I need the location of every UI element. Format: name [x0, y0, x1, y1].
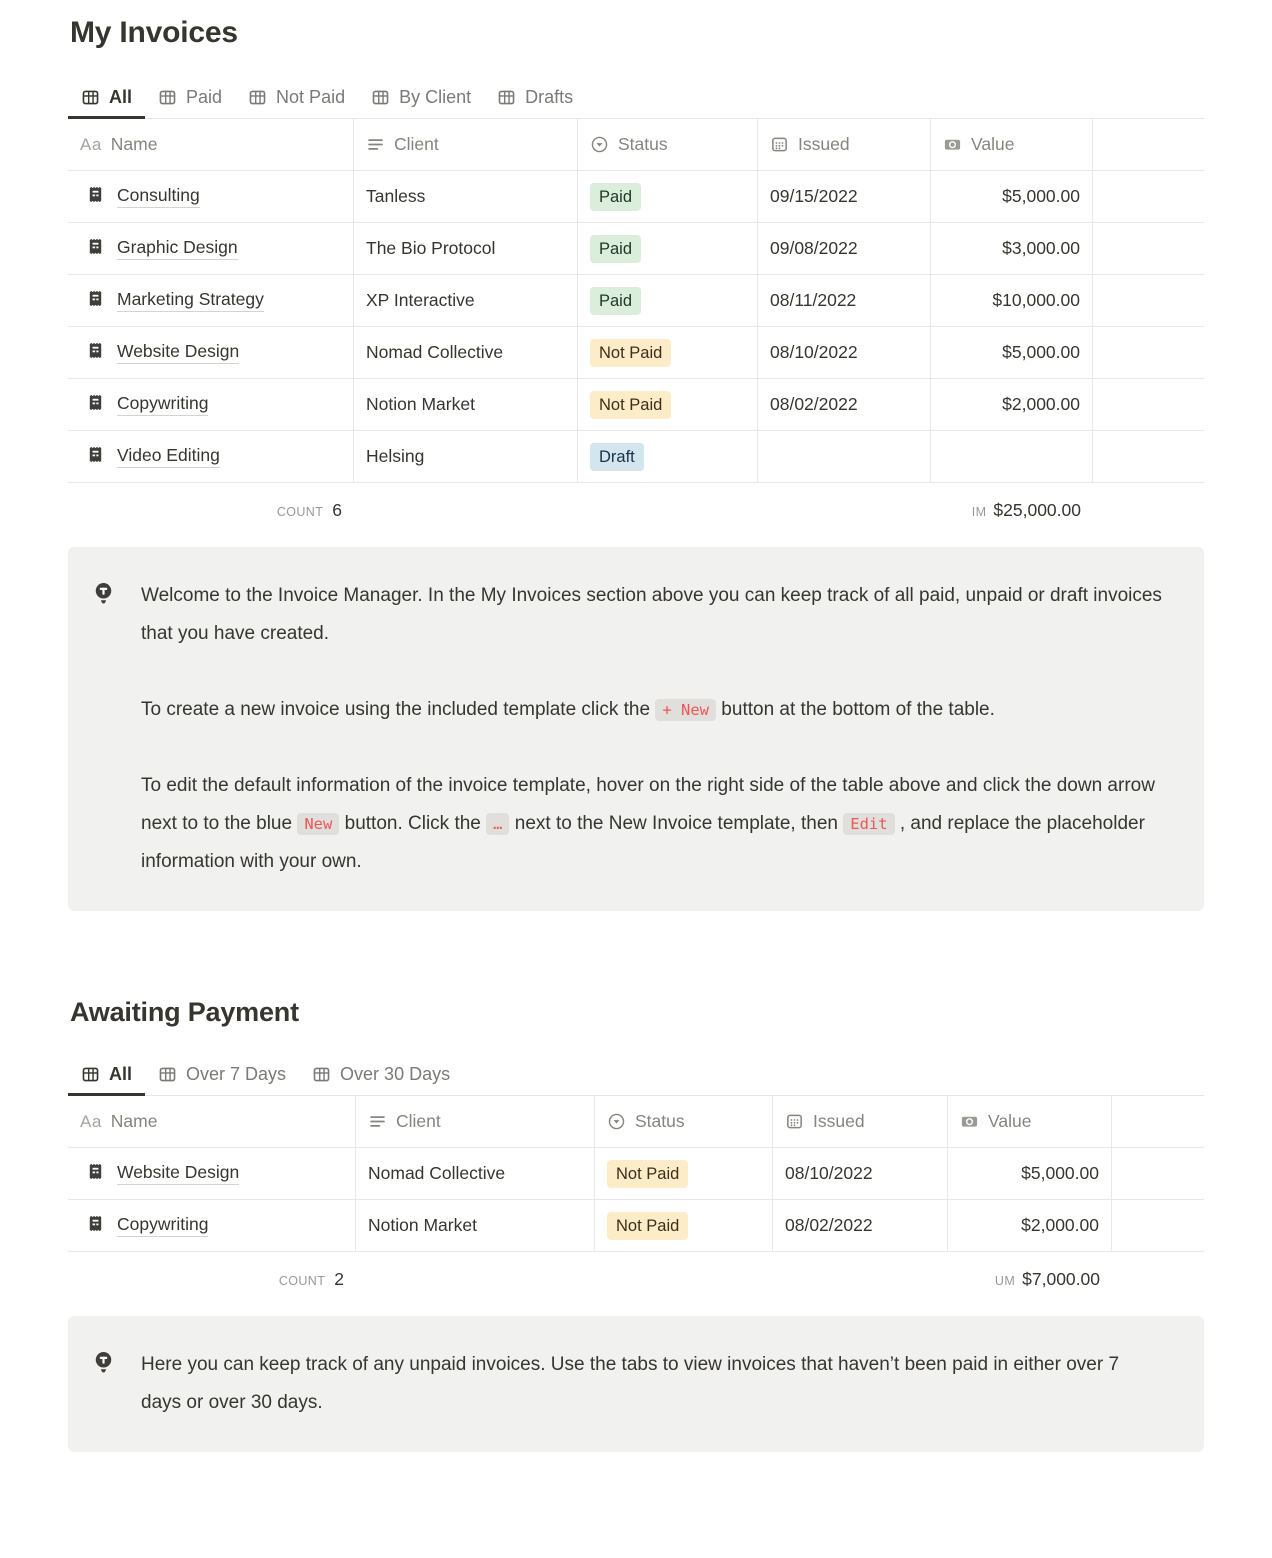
- count-label: COUNT: [276, 504, 324, 519]
- status-cell[interactable]: [595, 1148, 773, 1200]
- client-cell[interactable]: Notion Market: [354, 379, 578, 431]
- count-aggregate[interactable]: [68, 1252, 356, 1306]
- sum-label-clipped: IM: [971, 504, 987, 519]
- lightbulb-icon: [93, 577, 114, 609]
- issued-cell[interactable]: 09/08/2022: [758, 223, 931, 275]
- table-view-icon: [158, 1065, 177, 1084]
- value-cell[interactable]: $5,000.00: [931, 171, 1093, 223]
- count-value: 2: [334, 1268, 344, 1289]
- footer-spacer: [1112, 1252, 1204, 1306]
- issued-cell[interactable]: 08/10/2022: [773, 1148, 948, 1200]
- invoices-table: [68, 119, 1204, 537]
- column-header-name[interactable]: Aa Name: [68, 119, 354, 171]
- tab-by-client[interactable]: [358, 78, 484, 119]
- empty-column: [1093, 327, 1204, 379]
- table-view-icon: [158, 88, 177, 107]
- receipt-icon: [86, 237, 105, 261]
- status-cell[interactable]: [578, 223, 758, 275]
- empty-column: [1093, 431, 1204, 483]
- value-cell[interactable]: [931, 431, 1093, 483]
- column-header-status[interactable]: Status: [578, 119, 758, 171]
- status-cell[interactable]: [578, 327, 758, 379]
- column-header-status[interactable]: Status: [595, 1096, 773, 1148]
- invoice-page-link[interactable]: Copywriting: [117, 1214, 208, 1237]
- count-label: COUNT: [278, 1273, 326, 1288]
- tab-drafts[interactable]: [484, 78, 586, 119]
- client-cell[interactable]: Notion Market: [356, 1200, 595, 1252]
- callout-paragraph: Welcome to the Invoice Manager. In the My Invoices section above you can keep track of all paid, unpaid or draft invoices that you have created.: [141, 585, 1162, 644]
- count-aggregate[interactable]: [68, 483, 354, 537]
- table-row-name[interactable]: [68, 171, 354, 223]
- my-invoices-view-tabs: [68, 78, 1204, 119]
- receipt-icon: [86, 185, 105, 209]
- calendar-icon: [770, 135, 789, 154]
- table-view-icon: [497, 88, 516, 107]
- tab-label: Paid: [186, 87, 223, 107]
- footer-spacer: [758, 483, 931, 537]
- status-badge: Not Paid: [607, 1212, 688, 1240]
- tab-label: All: [109, 87, 133, 107]
- select-dropdown-icon: [607, 1112, 626, 1131]
- issued-cell[interactable]: 08/10/2022: [758, 327, 931, 379]
- table-row-name[interactable]: [68, 379, 354, 431]
- column-header-value[interactable]: Value: [948, 1096, 1112, 1148]
- receipt-icon: [86, 341, 105, 365]
- invoice-page-link[interactable]: Website Design: [117, 341, 239, 364]
- ellipsis-code: …: [486, 813, 509, 835]
- info-callout-awaiting: [68, 1316, 1204, 1452]
- client-cell[interactable]: Nomad Collective: [356, 1148, 595, 1200]
- client-cell[interactable]: Helsing: [354, 431, 578, 483]
- empty-column: [1112, 1096, 1204, 1148]
- footer-spacer: [356, 1252, 595, 1306]
- table-view-icon: [312, 1065, 331, 1084]
- invoice-page-link[interactable]: Consulting: [117, 185, 200, 208]
- money-icon: [960, 1112, 979, 1131]
- tab-label: Over 7 Days: [186, 1064, 287, 1084]
- column-header-issued[interactable]: Issued: [758, 119, 931, 171]
- status-badge: Not Paid: [590, 391, 671, 419]
- text-lines-icon: [366, 135, 385, 154]
- status-badge: Paid: [590, 183, 641, 211]
- tab-label: Drafts: [525, 87, 574, 107]
- invoice-page-link[interactable]: Marketing Strategy: [117, 289, 264, 312]
- client-cell[interactable]: The Bio Protocol: [354, 223, 578, 275]
- footer-spacer: [1093, 483, 1204, 537]
- column-header-name[interactable]: Aa Name: [68, 1096, 356, 1148]
- value-cell[interactable]: $2,000.00: [948, 1200, 1112, 1252]
- select-dropdown-icon: [590, 135, 609, 154]
- text-property-icon: Aa: [80, 134, 102, 154]
- receipt-icon: [86, 289, 105, 313]
- client-cell[interactable]: XP Interactive: [354, 275, 578, 327]
- new-code: New: [297, 813, 339, 835]
- column-header-value[interactable]: Value: [931, 119, 1093, 171]
- value-cell[interactable]: $10,000.00: [931, 275, 1093, 327]
- table-row-name[interactable]: [68, 275, 354, 327]
- column-header-client[interactable]: Client: [354, 119, 578, 171]
- table-view-icon: [81, 1065, 100, 1084]
- empty-column: [1093, 379, 1204, 431]
- awaiting-payment-view-tabs: [68, 1055, 1204, 1096]
- status-cell[interactable]: [595, 1200, 773, 1252]
- issued-cell[interactable]: 08/02/2022: [758, 379, 931, 431]
- issued-cell[interactable]: 08/02/2022: [773, 1200, 948, 1252]
- status-badge: Paid: [590, 235, 641, 263]
- text-property-icon: Aa: [80, 1111, 102, 1131]
- tab-all[interactable]: [68, 78, 145, 119]
- empty-column: [1112, 1200, 1204, 1252]
- receipt-icon: [86, 1214, 105, 1238]
- awaiting-payment-table: [68, 1096, 1204, 1306]
- value-cell[interactable]: $5,000.00: [948, 1148, 1112, 1200]
- status-badge: Not Paid: [590, 339, 671, 367]
- tab-paid[interactable]: [145, 78, 235, 119]
- empty-column: [1112, 1148, 1204, 1200]
- empty-column: [1093, 119, 1204, 171]
- empty-column: [1093, 275, 1204, 327]
- status-cell[interactable]: [578, 171, 758, 223]
- table-view-icon: [371, 88, 390, 107]
- table-row-name[interactable]: [68, 1148, 356, 1200]
- footer-spacer: [354, 483, 578, 537]
- invoice-page-link[interactable]: Video Editing: [117, 445, 220, 468]
- receipt-icon: [86, 445, 105, 469]
- invoice-manager-page: [68, 0, 1204, 1468]
- client-cell[interactable]: Nomad Collective: [354, 327, 578, 379]
- callout-paragraph: To create a new invoice using the included template click the + New button at the bottom of the table.: [141, 699, 995, 720]
- footer-spacer: [578, 483, 758, 537]
- table-row-name[interactable]: [68, 1200, 356, 1252]
- value-cell[interactable]: $5,000.00: [931, 327, 1093, 379]
- text-lines-icon: [368, 1112, 387, 1131]
- issued-cell[interactable]: 09/15/2022: [758, 171, 931, 223]
- receipt-icon: [86, 1162, 105, 1186]
- table-view-icon: [248, 88, 267, 107]
- footer-spacer: [773, 1252, 948, 1306]
- empty-column: [1093, 223, 1204, 275]
- invoice-page-link[interactable]: Website Design: [117, 1162, 239, 1185]
- issued-cell[interactable]: [758, 431, 931, 483]
- table-row-name[interactable]: [68, 327, 354, 379]
- sum-aggregate[interactable]: [948, 1252, 1112, 1306]
- footer-spacer: [595, 1252, 773, 1306]
- value-cell[interactable]: $3,000.00: [931, 223, 1093, 275]
- tab-not-paid[interactable]: [235, 78, 358, 119]
- tab-label: Not Paid: [276, 87, 346, 107]
- status-cell[interactable]: [578, 431, 758, 483]
- status-badge: Paid: [590, 287, 641, 315]
- tab-label: All: [109, 1064, 133, 1084]
- section-title-awaiting-payment: Awaiting Payment: [70, 997, 299, 1027]
- lightbulb-icon: [93, 1346, 114, 1378]
- issued-cell[interactable]: 08/11/2022: [758, 275, 931, 327]
- client-cell[interactable]: Tanless: [354, 171, 578, 223]
- edit-code: Edit: [843, 813, 894, 835]
- callout-paragraph: To edit the default information of the invoice template, hover on the right side of the table above and click the down arrow next to to the blue New button. Click the … next to the New Invoice template, then Edit , and replace the placeholder information with your own.: [141, 775, 1155, 872]
- status-cell[interactable]: [578, 275, 758, 327]
- tab-all[interactable]: [68, 1055, 145, 1096]
- empty-column: [1093, 171, 1204, 223]
- tab-over-7-days[interactable]: [145, 1055, 299, 1096]
- tab-over-30-days[interactable]: [299, 1055, 463, 1096]
- sum-label-clipped: UM: [994, 1273, 1016, 1288]
- status-cell[interactable]: [578, 379, 758, 431]
- status-badge: Draft: [590, 443, 644, 471]
- table-row-name[interactable]: [68, 223, 354, 275]
- sum-value: $25,000.00: [993, 499, 1081, 520]
- sum-value: $7,000.00: [1022, 1268, 1100, 1289]
- receipt-icon: [86, 393, 105, 417]
- status-badge: Not Paid: [607, 1160, 688, 1188]
- table-row-name[interactable]: [68, 431, 354, 483]
- sum-aggregate[interactable]: [931, 483, 1093, 537]
- column-header-client[interactable]: Client: [356, 1096, 595, 1148]
- invoice-page-link[interactable]: Copywriting: [117, 393, 208, 416]
- invoice-page-link[interactable]: Graphic Design: [117, 237, 238, 260]
- new-button-code: + New: [655, 699, 716, 721]
- tab-label: By Client: [399, 87, 472, 107]
- tab-label: Over 30 Days: [340, 1064, 451, 1084]
- info-callout-invoices: [68, 547, 1204, 911]
- money-icon: [943, 135, 962, 154]
- column-header-issued[interactable]: Issued: [773, 1096, 948, 1148]
- value-cell[interactable]: $2,000.00: [931, 379, 1093, 431]
- callout-paragraph: Here you can keep track of any unpaid invoices. Use the tabs to view invoices that haven’t been paid in either over 7 days or over 30 days.: [141, 1354, 1120, 1413]
- section-title-my-invoices: My Invoices: [70, 16, 238, 49]
- table-view-icon: [81, 88, 100, 107]
- count-value: 6: [332, 499, 342, 520]
- calendar-icon: [785, 1112, 804, 1131]
